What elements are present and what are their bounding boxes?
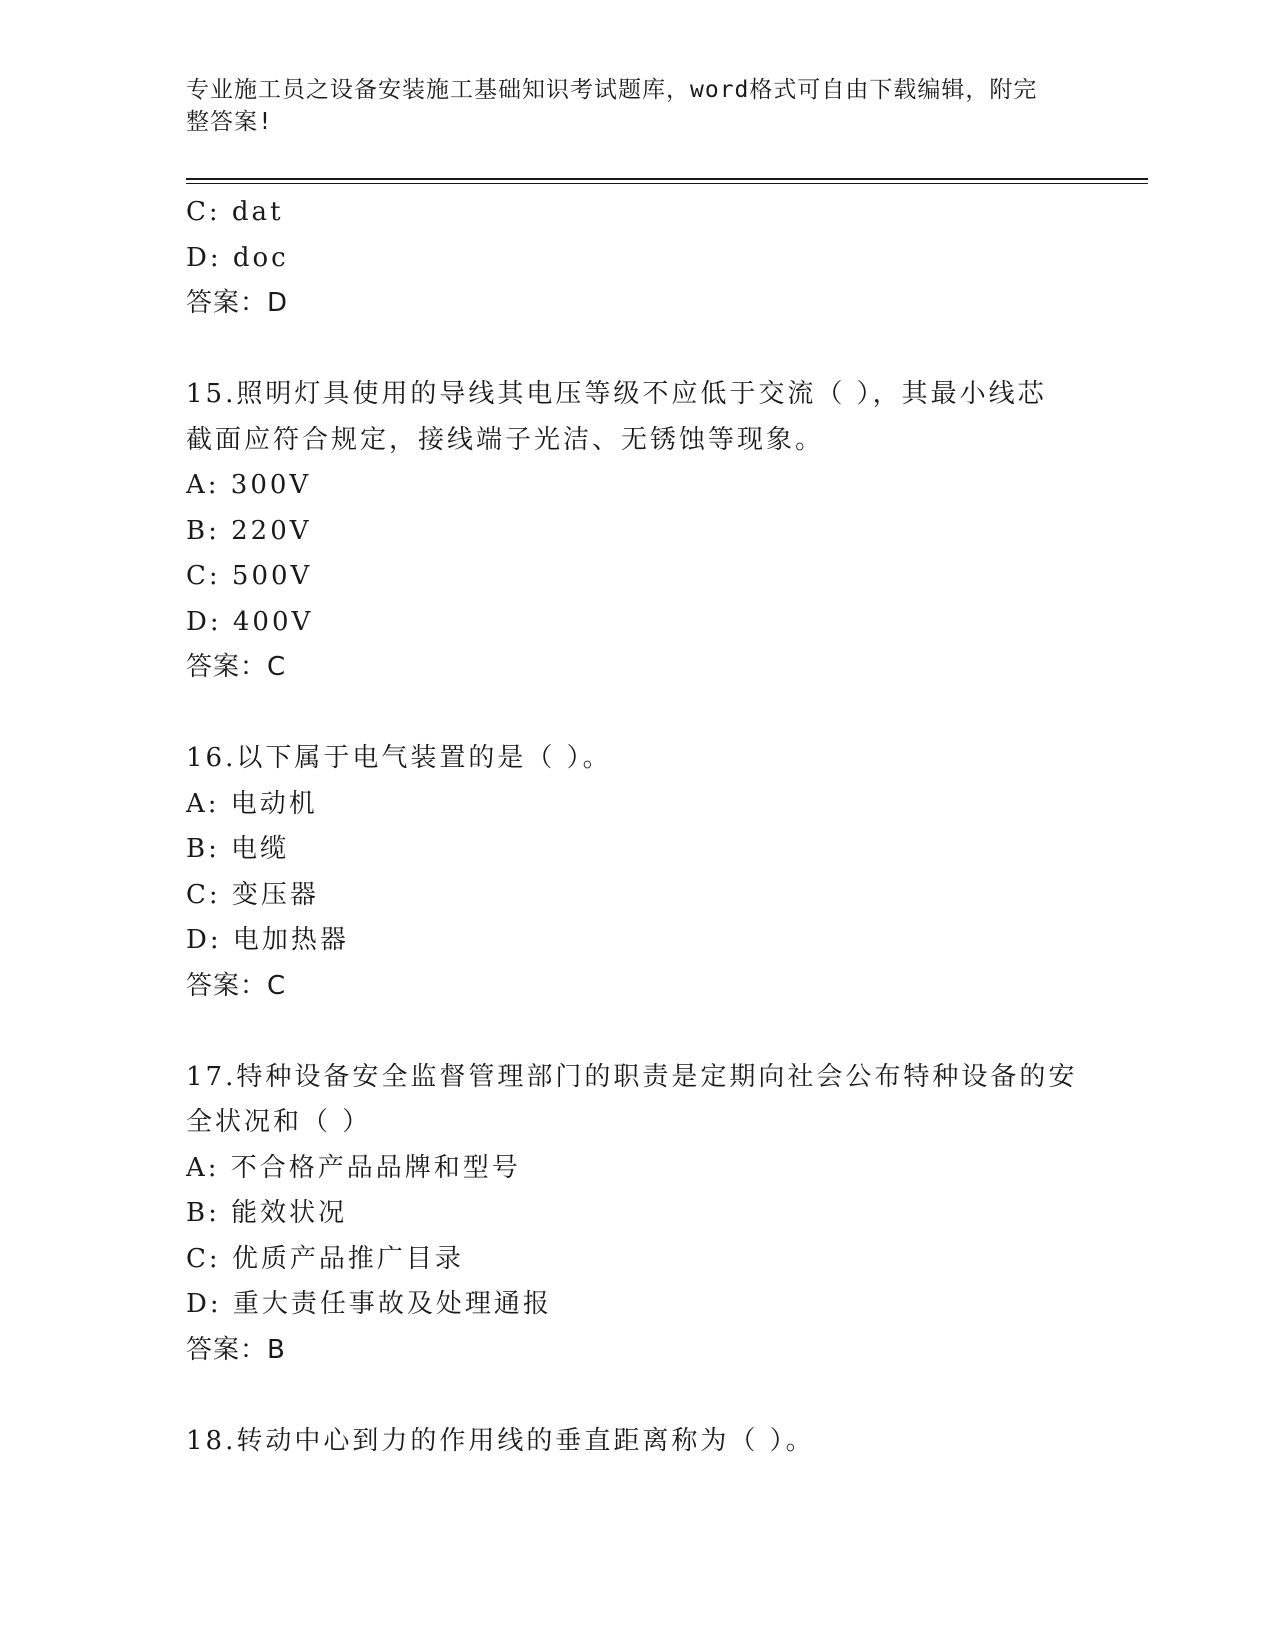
question-stem-line-1: 15.照明灯具使用的导线其电压等级不应低于交流（ ），其最小线芯	[186, 379, 1047, 409]
question-stem-line-2: 全状况和（ ）	[186, 1107, 372, 1137]
document-header	[186, 74, 1066, 138]
question-stem-line-1: 17.特种设备安全监督管理部门的职责是定期向社会公布特种设备的安	[186, 1061, 1078, 1092]
option-c: C: 500V	[186, 561, 313, 591]
answer: 答案：B	[186, 1334, 286, 1365]
option-a: A: 不合格产品品牌和型号	[186, 1152, 521, 1183]
spacer	[186, 1009, 1086, 1055]
header-rule-thick	[186, 178, 1148, 180]
question-16	[186, 736, 1086, 1009]
option-c: C: 变压器	[186, 879, 319, 910]
spacer	[186, 1373, 1086, 1419]
option-b: B: 电缆	[186, 834, 290, 864]
option-d: D: 电加热器	[186, 925, 349, 955]
header-rule-thin	[186, 183, 1148, 184]
question-stem-line-1: 16.以下属于电气装置的是（ ）。	[186, 743, 612, 773]
question-list	[186, 190, 1086, 1464]
answer: 答案：C	[186, 652, 287, 682]
option-b: B: 220V	[186, 515, 312, 546]
option-d: D: 400V	[186, 606, 314, 637]
option-a: A: 300V	[186, 470, 312, 500]
question-14-tail	[186, 190, 1086, 327]
answer: 答案：D	[186, 288, 289, 318]
spacer	[186, 691, 1086, 737]
header-title-line-2: 整答案!	[186, 109, 273, 135]
answer: 答案：C	[186, 970, 287, 1001]
option-d: D: doc	[186, 242, 289, 273]
question-stem-line-2: 截面应符合规定，接线端子光洁、无锈蚀等现象。	[186, 424, 825, 455]
option-b: B: 能效状况	[186, 1198, 348, 1228]
question-18	[186, 1419, 1086, 1465]
option-c: C: 优质产品推广目录	[186, 1243, 464, 1274]
option-a: A: 电动机	[186, 788, 318, 819]
question-15	[186, 372, 1086, 691]
option-d: D: 重大责任事故及处理通报	[186, 1289, 552, 1319]
header-title-line-1: 专业施工员之设备安装施工基础知识考试题库，word格式可自由下载编辑，附完	[186, 77, 1038, 103]
option-c: C: dat	[186, 197, 284, 227]
spacer	[186, 327, 1086, 373]
question-stem-line-1: 18.转动中心到力的作用线的垂直距离称为（ ）。	[186, 1425, 815, 1456]
question-17	[186, 1055, 1086, 1374]
